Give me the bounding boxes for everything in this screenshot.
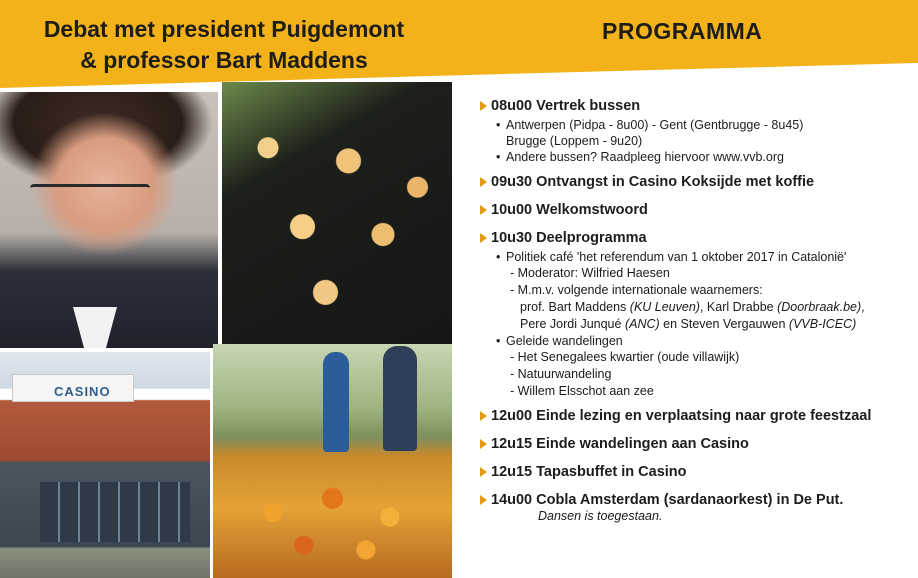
event-title-line1: Debat met president Puigdemont	[43, 16, 405, 42]
triangle-bullet-icon	[480, 233, 487, 243]
triangle-bullet-icon	[480, 101, 487, 111]
event-title-line2: & professor Bart Maddens	[80, 47, 368, 73]
list-item: Antwerpen (Pidpa - 8u00) - Gent (Gentbrugge - 8u45)	[506, 118, 804, 132]
program-item-1000	[480, 202, 916, 218]
program-item-title: 10u00 Welkomstwoord	[491, 202, 648, 218]
program-item-title: 09u30 Ontvangst in Casino Koksijde met koffie	[491, 174, 815, 190]
list-item: - Willem Elsschot aan zee	[510, 384, 654, 398]
program-item-title: 10u30 Deelprogramma	[491, 230, 647, 246]
bullet-icon: •	[496, 118, 501, 132]
photo-puigdemont	[0, 92, 218, 348]
photo-casino	[0, 352, 210, 578]
program-item-title: 12u15 Tapasbuffet in Casino	[491, 464, 687, 480]
list-item: Geleide wandelingen	[506, 334, 623, 348]
shirt-collar-shape	[40, 307, 150, 348]
observers-line-2: Pere Jordi Junqué (ANC) en Steven Vergauwen (VVB-ICEC)	[520, 317, 857, 331]
program-item-1030	[480, 230, 916, 400]
program-item-0800	[480, 98, 916, 165]
bullet-icon: •	[496, 150, 501, 164]
triangle-bullet-icon	[480, 411, 487, 421]
triangle-bullet-icon	[480, 439, 487, 449]
program-item-1215-buffet	[480, 464, 916, 480]
program-item-1400	[480, 492, 916, 524]
list-item: - Het Senegalees kwartier (oude villawijk)	[510, 350, 740, 364]
program-list	[480, 96, 916, 524]
photo-paella	[213, 344, 452, 578]
list-item: Andere bussen? Raadpleeg hiervoor www.vvb.org	[506, 150, 784, 164]
program-item-title: 12u15 Einde wandelingen aan Casino	[491, 436, 749, 452]
bullet-icon: •	[496, 250, 501, 264]
person-figure	[323, 352, 349, 452]
observers-line-1: prof. Bart Maddens (KU Leuven), Karl Drabbe (Doorbraak.be),	[520, 300, 865, 314]
program-item-1215-walks	[480, 436, 916, 452]
program-item-0930	[480, 174, 916, 190]
triangle-bullet-icon	[480, 495, 487, 505]
list-item: - Natuurwandeling	[510, 367, 612, 381]
list-item: Politiek café 'het referendum van 1 oktober 2017 in Catalonië'	[506, 250, 847, 264]
program-item-title: 08u00 Vertrek bussen	[491, 98, 641, 114]
photo-tapas	[222, 82, 452, 345]
casino-sign: CASINO	[54, 384, 111, 399]
list-item: Brugge (Loppem - 9u20)	[506, 134, 643, 148]
event-title	[14, 14, 434, 76]
program-item-1200	[480, 408, 916, 424]
list-item: - Moderator: Wilfried Haesen	[510, 266, 670, 280]
casino-windows	[40, 482, 190, 542]
person-figure	[383, 346, 417, 451]
triangle-bullet-icon	[480, 177, 487, 187]
program-note: Dansen is toegestaan.	[538, 509, 663, 523]
triangle-bullet-icon	[480, 467, 487, 477]
program-item-title: 14u00 Cobla Amsterdam (sardanaorkest) in De Put.	[491, 492, 844, 508]
triangle-bullet-icon	[480, 205, 487, 215]
program-heading: PROGRAMMA	[602, 18, 763, 44]
glasses-shape	[30, 184, 150, 209]
program-item-title: 12u00 Einde lezing en verplaatsing naar grote feestzaal	[491, 408, 872, 424]
list-item: - M.m.v. volgende internationale waarnemers:	[510, 283, 763, 297]
bullet-icon: •	[496, 334, 501, 348]
